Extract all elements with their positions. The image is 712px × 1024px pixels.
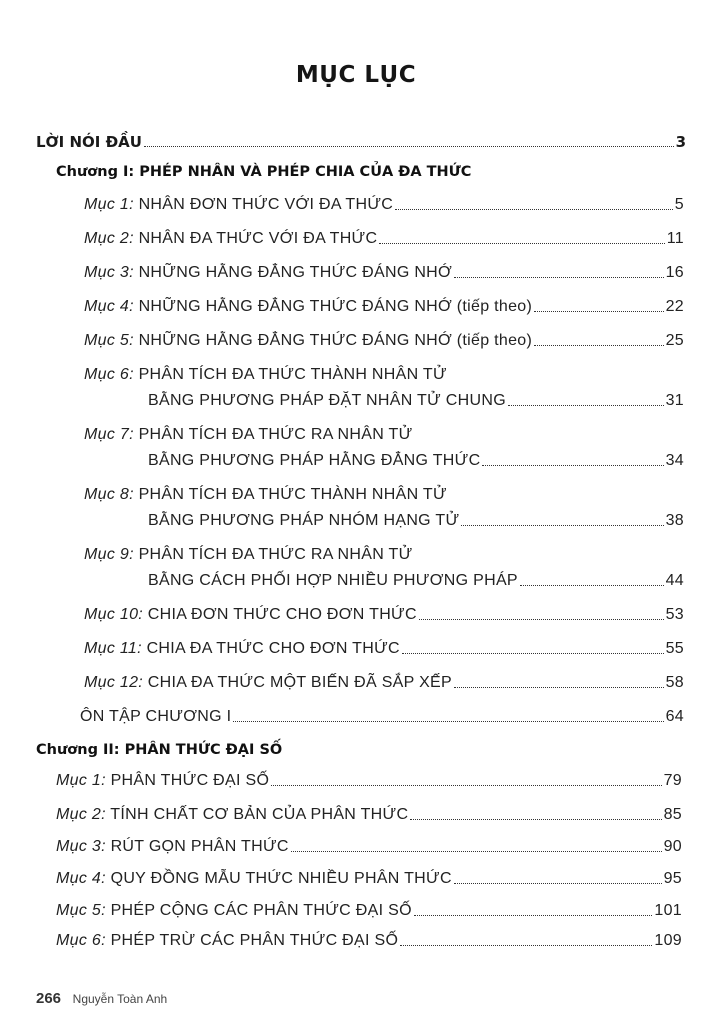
- toc-entry-label: CHIA ĐA THỨC MỘT BIẾN ĐÃ SẮP XẾP: [147, 674, 452, 691]
- toc-entry[interactable]: [56, 838, 682, 856]
- toc-entry-line: [84, 546, 413, 564]
- toc-entry-page: 95: [663, 870, 682, 887]
- dot-leader: [454, 883, 662, 884]
- toc-entry[interactable]: [56, 806, 682, 824]
- toc-entry[interactable]: [84, 298, 684, 316]
- page-footer: [36, 990, 167, 1007]
- toc-entry-label: BẰNG PHƯƠNG PHÁP NHÓM HẠNG TỬ: [148, 512, 460, 529]
- toc-entry[interactable]: [148, 512, 684, 530]
- toc-entry-label: NHÂN ĐA THỨC VỚI ĐA THỨC: [138, 230, 378, 247]
- toc-entry-label: PHÉP TRỪ CÁC PHÂN THỨC ĐẠI SỐ: [110, 932, 399, 949]
- page-title: MỤC LỤC: [295, 62, 417, 88]
- toc-entry-label: NHÂN ĐƠN THỨC VỚI ĐA THỨC: [138, 196, 394, 213]
- toc-entry[interactable]: [56, 870, 682, 888]
- toc-entry-page: 109: [654, 932, 682, 949]
- toc-entry-label: NHỮNG HẰNG ĐẲNG THỨC ĐÁNG NHỚ (tiếp theo): [138, 298, 533, 315]
- toc-entry-page: 11: [666, 230, 684, 247]
- toc-entry-number: Mục 6:: [84, 366, 134, 383]
- toc-entry-number: Mục 2:: [84, 230, 134, 247]
- toc-entry-page: 31: [665, 392, 684, 409]
- dot-leader: [461, 525, 663, 526]
- toc-entry-number: Mục 12:: [84, 674, 144, 691]
- toc-entry-page: 34: [665, 452, 684, 469]
- toc-entry-number: Mục 11:: [84, 640, 142, 657]
- chapter-heading: Chương I: PHÉP NHÂN VÀ PHÉP CHIA CỦA ĐA THỨC: [56, 164, 472, 180]
- toc-entry-label: TÍNH CHẤT CƠ BẢN CỦA PHÂN THỨC: [110, 806, 409, 823]
- toc-entry-label: LỜI NÓI ĐẦU: [36, 133, 142, 151]
- toc-entry-number: Mục 1:: [84, 196, 134, 213]
- toc-entry[interactable]: [148, 572, 684, 590]
- toc-entry[interactable]: [84, 674, 684, 692]
- toc-entry-page: 38: [665, 512, 684, 529]
- toc-entry-number: Mục 1:: [56, 772, 106, 789]
- toc-entry-page: 85: [663, 806, 682, 823]
- toc-entry[interactable]: [84, 606, 684, 624]
- toc-entry-page: 16: [665, 264, 684, 281]
- dot-leader: [534, 345, 663, 346]
- toc-entry-page: 3: [675, 133, 686, 151]
- toc-entry-number: Mục 5:: [56, 902, 106, 919]
- toc-entry[interactable]: [84, 196, 684, 214]
- dot-leader: [454, 277, 664, 278]
- toc-entry[interactable]: [56, 772, 682, 790]
- toc-entry-number: Mục 7:: [84, 426, 134, 443]
- toc-entry-page: 22: [665, 298, 684, 315]
- dot-leader: [271, 785, 661, 786]
- toc-entry-label: NHỮNG HẰNG ĐẲNG THỨC ĐÁNG NHỚ: [138, 264, 453, 281]
- toc-entry-number: Mục 3:: [84, 264, 134, 281]
- toc-entry-number: Mục 4:: [84, 298, 134, 315]
- toc-entry-label: PHÂN THỨC ĐẠI SỐ: [110, 772, 270, 789]
- toc-entry[interactable]: [84, 332, 684, 350]
- toc-entry-preface[interactable]: [36, 133, 686, 151]
- dot-leader: [414, 915, 653, 916]
- dot-leader: [144, 146, 674, 147]
- toc-entry-line: [84, 486, 447, 504]
- toc-entry-label: CHIA ĐA THỨC CHO ĐƠN THỨC: [146, 640, 400, 657]
- toc-entry-page: 64: [665, 708, 684, 725]
- toc-entry-label: PHÂN TÍCH ĐA THỨC RA NHÂN TỬ: [138, 426, 413, 443]
- toc-entry-page: 101: [654, 902, 682, 919]
- chapter-heading: Chương II: PHÂN THỨC ĐẠI SỐ: [36, 742, 283, 758]
- toc-entry[interactable]: [84, 230, 684, 248]
- toc-entry[interactable]: [148, 392, 684, 410]
- dot-leader: [419, 619, 664, 620]
- toc-entry-review[interactable]: [80, 708, 684, 726]
- toc-entry-page: 55: [665, 640, 684, 657]
- dot-leader: [233, 721, 663, 722]
- toc-entry-label: PHÂN TÍCH ĐA THỨC RA NHÂN TỬ: [138, 546, 413, 563]
- toc-entry-label: BẰNG CÁCH PHỐI HỢP NHIỀU PHƯƠNG PHÁP: [148, 572, 518, 589]
- toc-entry-label: QUY ĐỒNG MẪU THỨC NHIỀU PHÂN THỨC: [110, 870, 452, 887]
- dot-leader: [482, 465, 663, 466]
- toc-entry-page: 25: [665, 332, 684, 349]
- author-name: Nguyễn Toàn Anh: [72, 992, 168, 1006]
- toc-entry-label: RÚT GỌN PHÂN THỨC: [110, 838, 289, 855]
- dot-leader: [454, 687, 664, 688]
- toc-entry-page: 53: [665, 606, 684, 623]
- toc-entry-page: 44: [665, 572, 684, 589]
- toc-entry-label: PHÉP CỘNG CÁC PHÂN THỨC ĐẠI SỐ: [110, 902, 412, 919]
- toc-entry[interactable]: [148, 452, 684, 470]
- dot-leader: [402, 653, 664, 654]
- toc-entry-line: [84, 426, 413, 444]
- toc-entry-label: BẰNG PHƯƠNG PHÁP ĐẶT NHÂN TỬ CHUNG: [148, 392, 506, 409]
- toc-entry-number: Mục 2:: [56, 806, 106, 823]
- toc-entry-number: Mục 4:: [56, 870, 106, 887]
- toc-entry[interactable]: [56, 902, 682, 920]
- toc-entry-label: PHÂN TÍCH ĐA THỨC THÀNH NHÂN TỬ: [138, 486, 447, 503]
- toc-entry-number: Mục 6:: [56, 932, 106, 949]
- toc-entry-number: Mục 5:: [84, 332, 134, 349]
- toc-entry[interactable]: [56, 932, 682, 950]
- toc-entry-page: 79: [663, 772, 682, 789]
- toc-entry-label: NHỮNG HẰNG ĐẲNG THỨC ĐÁNG NHỚ (tiếp theo): [138, 332, 533, 349]
- toc-entry[interactable]: [84, 264, 684, 282]
- toc-entry-page: 58: [665, 674, 684, 691]
- dot-leader: [520, 585, 664, 586]
- toc-entry-page: 90: [663, 838, 682, 855]
- toc-entry[interactable]: [84, 640, 684, 658]
- toc-entry-number: Mục 8:: [84, 486, 134, 503]
- dot-leader: [291, 851, 662, 852]
- page-number: 266: [36, 990, 62, 1007]
- toc-entry-number: Mục 9:: [84, 546, 134, 563]
- toc-entry-label: ÔN TẬP CHƯƠNG I: [80, 708, 232, 725]
- dot-leader: [534, 311, 663, 312]
- toc-entry-page: 5: [674, 196, 684, 213]
- dot-leader: [400, 945, 652, 946]
- toc-entry-label: CHIA ĐƠN THỨC CHO ĐƠN THỨC: [147, 606, 417, 623]
- toc-entry-line: [84, 366, 447, 384]
- dot-leader: [410, 819, 661, 820]
- toc-entry-number: Mục 10:: [84, 606, 144, 623]
- dot-leader: [395, 209, 673, 210]
- toc-entry-label: PHÂN TÍCH ĐA THỨC THÀNH NHÂN TỬ: [138, 366, 447, 383]
- toc-entry-number: Mục 3:: [56, 838, 106, 855]
- dot-leader: [508, 405, 664, 406]
- dot-leader: [379, 243, 664, 244]
- toc-entry-label: BẰNG PHƯƠNG PHÁP HẰNG ĐẲNG THỨC: [148, 452, 481, 469]
